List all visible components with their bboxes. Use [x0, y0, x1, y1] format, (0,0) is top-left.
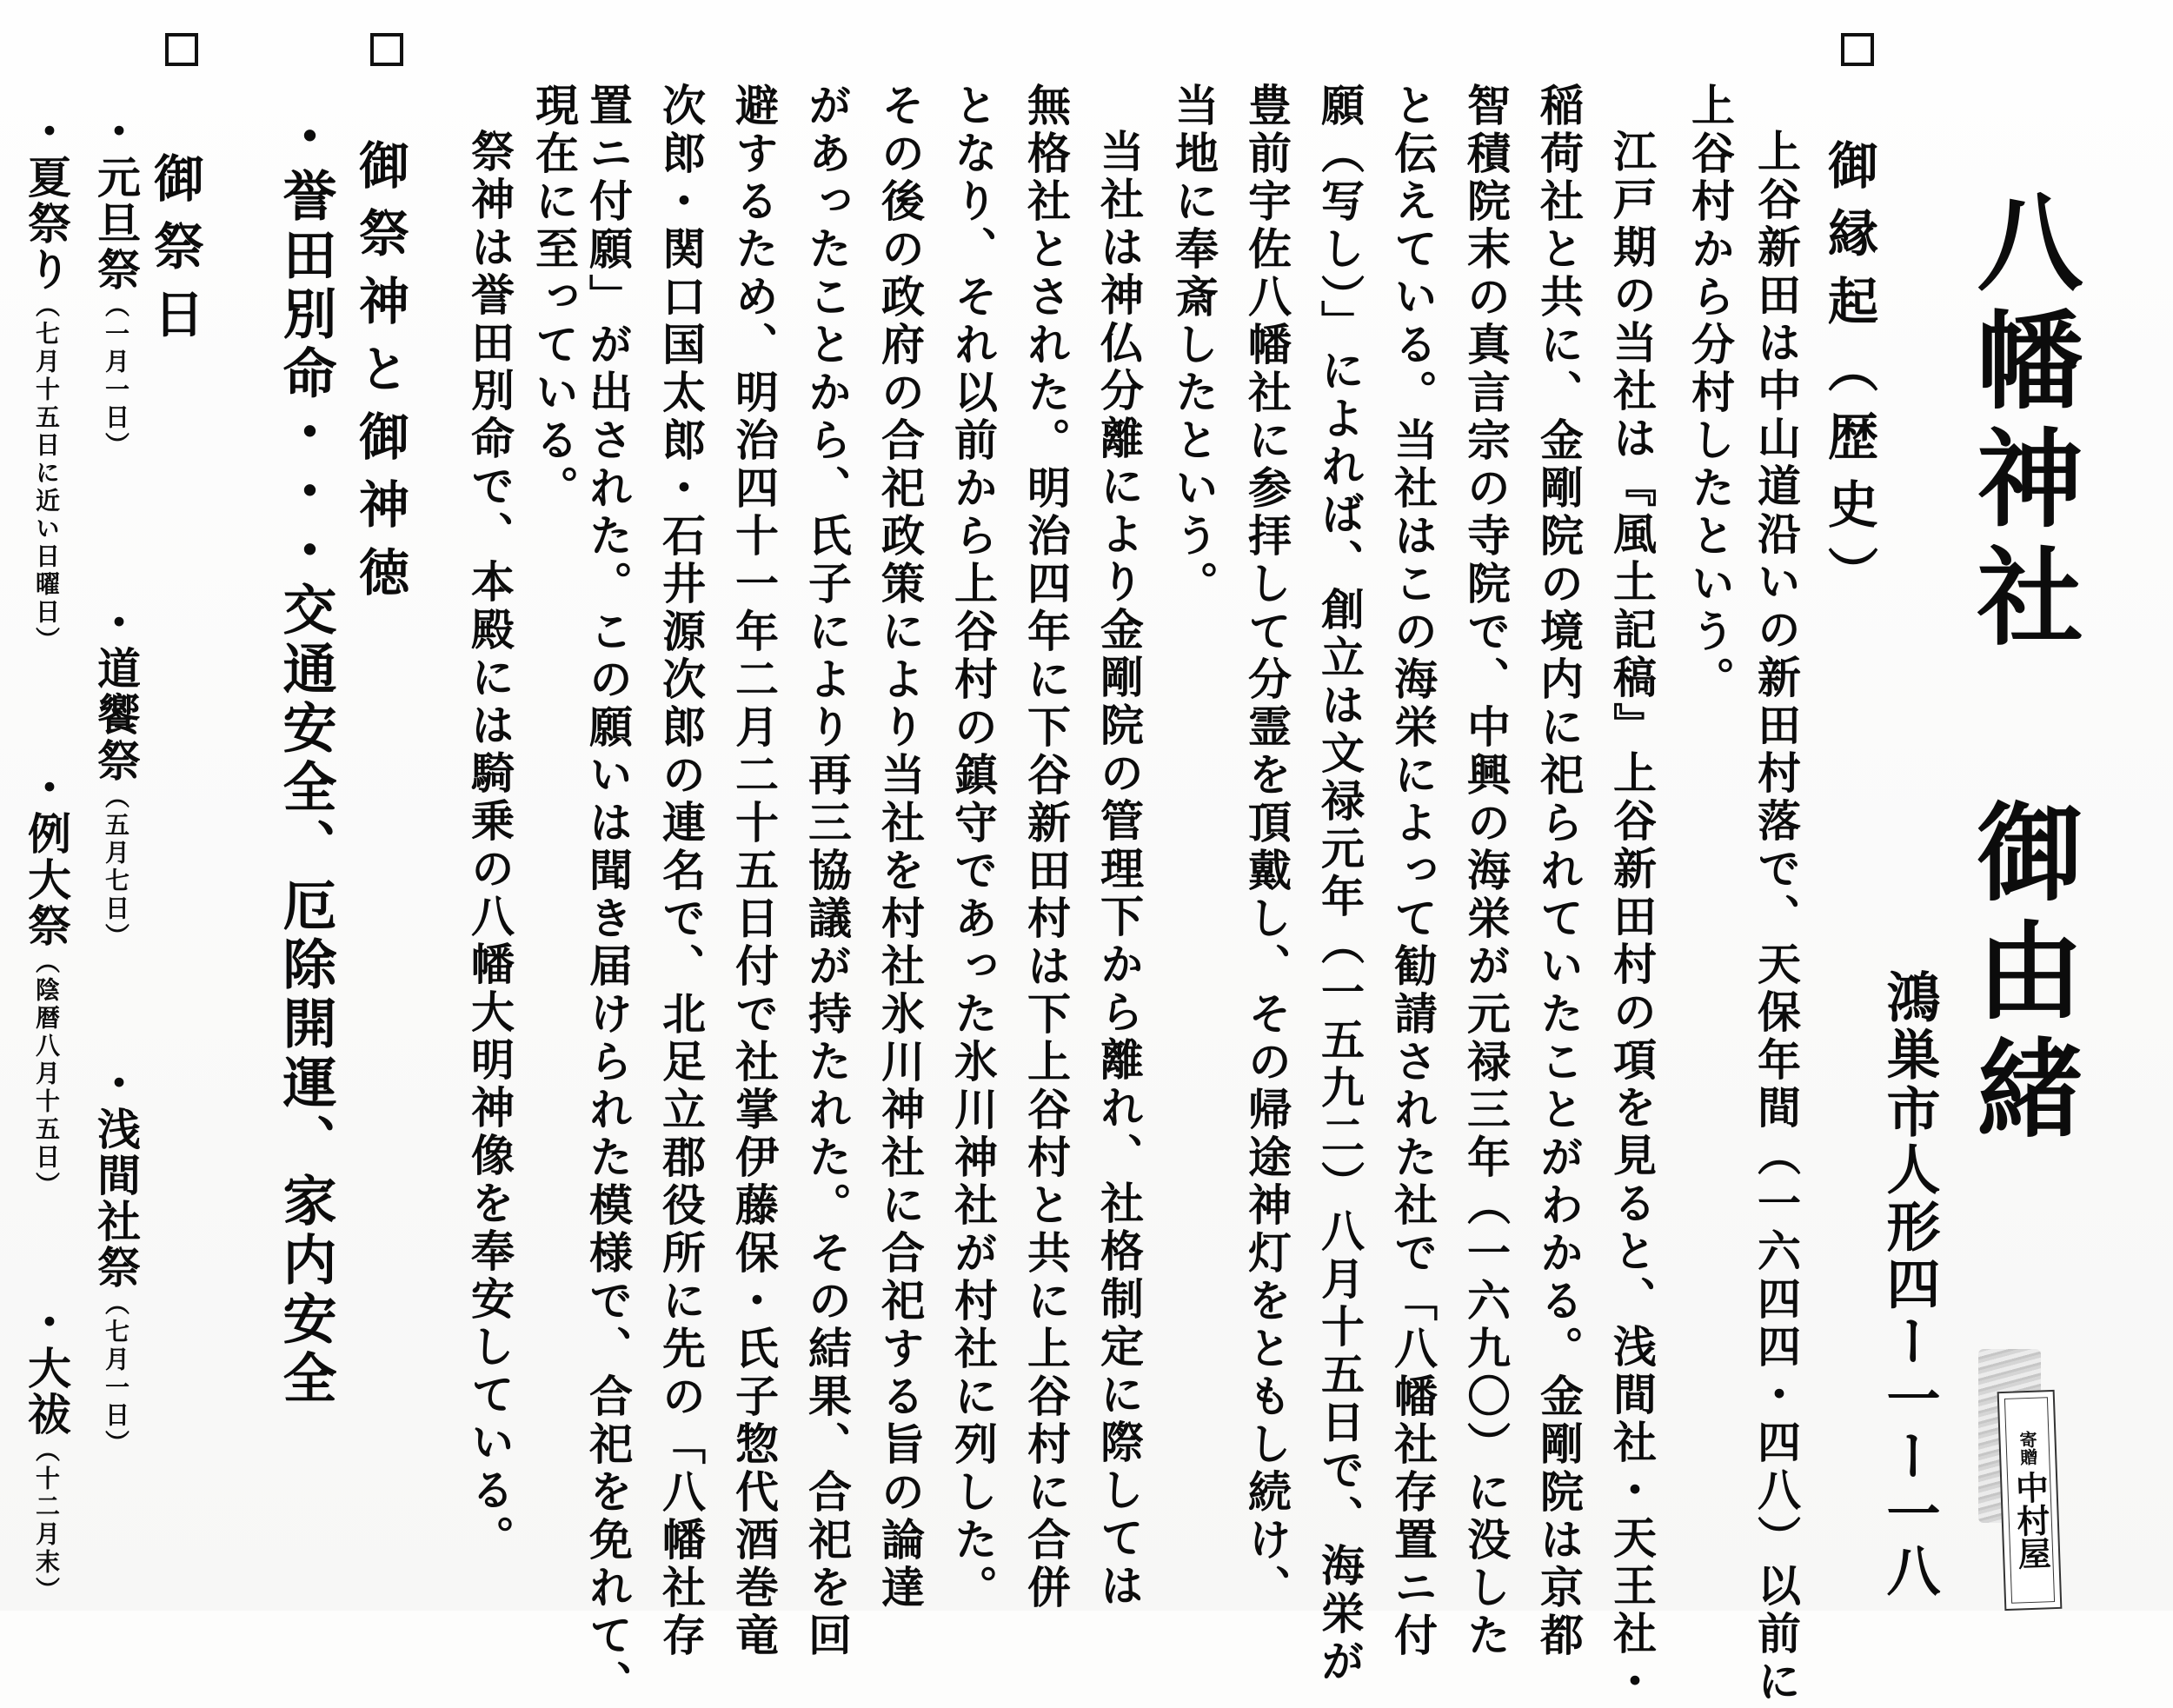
festival-item: [21, 1299, 72, 1605]
history-line: その後の政府の合祀政策により当社を村社氷川神社に合祀する旨の論達: [874, 83, 926, 1612]
festival-date: （一月一日）: [102, 293, 130, 460]
donor-stamp: [1997, 1390, 2063, 1611]
history-line: 上谷村から分村したという。: [1685, 83, 1736, 704]
festival-name: ・大祓: [21, 1299, 72, 1438]
festival-date: （陰暦八月十五日）: [32, 949, 61, 1200]
history-line: 江戸期の当社は『風土記稿』上谷新田村の項を見ると、浅間社・天王社・: [1606, 129, 1658, 1706]
history-heading: 御縁起（歴史）: [1819, 139, 1878, 614]
history-line: と伝えている。当社はこの海栄によって勧請された社で「八幡社存置ニ付: [1387, 83, 1439, 1660]
history-line: 無格社とされた。明治四年に下谷新田村は下上谷村と共に上谷村に合併: [1020, 83, 1072, 1612]
history-line: となり、それ以前から上谷村の鎮守であった氷川神社が村社に列した。: [947, 83, 999, 1612]
history-line: 置ニ付願」が出された。この願いは聞き届けられた模様で、合祀を免れて、: [582, 83, 634, 1708]
festival-name: ・夏祭り: [21, 109, 72, 293]
festival-item: [21, 765, 72, 1200]
signboard-title: 八幡神社 御由緒: [1959, 187, 2084, 1152]
history-line: 当地に奉斎したという。: [1168, 83, 1219, 608]
festival-item: [90, 109, 142, 460]
history-line: 現在に至っている。: [528, 83, 580, 513]
history-line: 智積院末の真言宗の寺院で、中興の海栄が元禄三年（一六九〇）に没した: [1460, 83, 1512, 1660]
history-line: 上谷新田は中山道沿いの新田村落で、天保年間（一六四四・四八）以前に: [1751, 129, 1802, 1706]
festival-name: ・浅間社祭: [90, 1060, 142, 1291]
stamp-small-label: 寄贈: [2016, 1430, 2039, 1466]
history-line: 願（写し）」によれば、創立は文禄元年（一五九二）八月十五日で、海栄が: [1314, 83, 1366, 1686]
festival-item: [21, 109, 72, 655]
festival-name: ・例大祭: [21, 765, 72, 949]
history-line: 豊前宇佐八幡社に参拝して分霊を頂戴し、その帰途神灯をともし続け、: [1241, 83, 1293, 1612]
festivals-checkbox-icon: [165, 33, 198, 66]
deity-heading: 御祭神と御神徳: [350, 139, 409, 614]
history-checkbox-icon: [1841, 33, 1874, 66]
festival-name: ・元旦祭: [90, 109, 142, 293]
deity-and-virtues: ・誉田別命・・・交通安全、厄除開運、家内安全: [274, 109, 337, 1409]
festivals-heading: 御祭日: [145, 152, 204, 356]
festival-item: [90, 600, 142, 951]
festival-date: （七月一日）: [102, 1291, 130, 1458]
history-line: 避するため、明治四十一年二月二十五日付で社掌伊藤保・氏子惣代酒巻竜: [728, 83, 780, 1660]
festival-date: （七月十五日に近い日曜日）: [32, 293, 61, 655]
stamp-shop-name: 中村屋: [2009, 1470, 2052, 1571]
history-line: 祭神は誉田別命で、本殿には騎乗の八幡大明神像を奉安している。: [464, 129, 515, 1563]
history-line: 稲荷社と共に、金剛院の境内に祀られていたことがわかる。金剛院は京都: [1533, 83, 1585, 1660]
deity-checkbox-icon: [370, 33, 403, 66]
festival-item: [90, 1060, 142, 1458]
festival-name: ・道饗祭: [90, 600, 142, 784]
festival-date: （五月七日）: [102, 784, 130, 951]
history-line: があったことから、氏子により再三協議が持たれた。その結果、合祀を回: [801, 83, 853, 1660]
history-line: 当社は神仏分離により金剛院の管理下から離れ、社格制定に際しては: [1093, 129, 1145, 1611]
history-line: 次郎・関口国太郎・石井源次郎の連名で、北足立郡役所に先の「八幡社存: [655, 83, 707, 1660]
shrine-address: 鴻巣市人形四ー一ー一八: [1877, 969, 1941, 1600]
festival-date: （十二月末）: [32, 1438, 61, 1605]
